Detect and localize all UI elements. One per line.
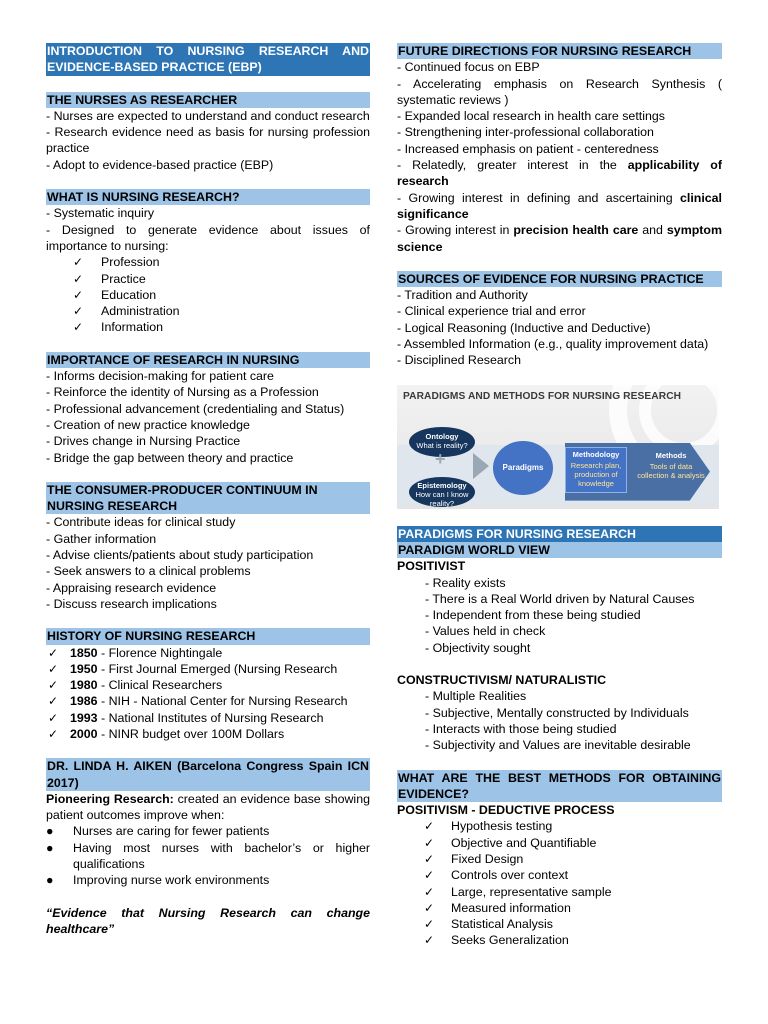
methodology-box: Methodology Research plan, production of knowledge [565,447,627,493]
importance-line: - Professional advancement (credentialing and Status) [46,401,345,416]
arrow-right-icon [473,453,489,479]
check-item: ✓ Profession [73,255,160,270]
checkmark-icon: ✓ [424,819,435,834]
future-line: - Increased emphasis on patient - centeredness [397,141,659,156]
intro-section [46,43,370,76]
importance-line: - Informs decision-making for patient care [46,369,274,384]
importance-line: - Reinforce the identity of Nursing as a Profession [46,385,319,400]
constructivism-line: - Subjectivity and Values are inevitable desirable [425,738,691,753]
check-item: ✓ Hypothesis testing [424,819,553,834]
checkmark-icon: ✓ [424,884,435,899]
checkmark-icon: ✓ [48,694,59,709]
checkmark-icon: ✓ [48,726,59,741]
methods-heading: WHAT ARE THE BEST METHODS FOR OBTAINING EVIDENCE? [398,770,721,801]
bullet-item: ● Nurses are caring for fewer patients [46,824,270,839]
what-section [46,189,370,336]
positivist-heading: POSITIVIST [397,559,466,574]
positivist-line: - Objectivity sought [425,640,531,655]
history-item: ✓ 2000 - NINR budget over 100M Dollars [48,726,285,741]
positivist-line: - Values held in check [425,624,546,639]
check-item: ✓ Education [73,287,157,302]
aiken-lead: Pioneering Research: created an evidence base showing patient outcomes improve when: [46,791,370,823]
check-item: ✓ Administration [73,304,180,319]
what-line: - Designed to generate evidence about issues of importance to nursing: [46,222,370,253]
plus-icon: + [435,448,446,469]
sources-line: - Clinical experience trial and error [397,304,586,319]
nurses-heading: THE NURSES AS RESEARCHER [46,92,370,108]
nurses-line: - Research evidence need as basis for nursing profession practice [46,125,370,156]
checkmark-icon: ✓ [424,868,435,883]
sources-line: - Tradition and Authority [397,288,528,303]
check-item: ✓ Fixed Design [424,851,524,866]
consumer-heading: THE CONSUMER-PRODUCER CONTINUUM IN NURSING RESEARCH [46,482,370,515]
checkmark-icon: ✓ [73,287,84,302]
sources-heading: SOURCES OF EVIDENCE FOR NURSING PRACTICE [397,271,722,287]
worldview-heading: PARADIGM WORLD VIEW [397,542,722,558]
consumer-section [46,482,370,612]
checkmark-icon: ✓ [424,835,435,850]
paradigms-circle: Paradigms [493,441,553,495]
constructivism-section [397,672,722,753]
future-heading: FUTURE DIRECTIONS FOR NURSING RESEARCH [397,43,722,59]
check-item: ✓ Seeks Generalization [424,933,569,948]
history-item: ✓ 1950 - First Journal Emerged (Nursing Research [48,661,338,676]
history-section [46,628,370,742]
consumer-line: - Gather information [46,531,157,546]
sources-line: - Assembled Information (e.g., quality improvement data) [397,337,709,352]
checkmark-icon: ✓ [73,320,84,335]
bullet-item: ● Improving nurse work environments [46,873,270,888]
importance-line: - Drives change in Nursing Practice [46,434,241,449]
check-item: ✓ Measured information [424,900,571,915]
positivist-line: - Reality exists [425,575,506,590]
check-item: ✓ Controls over context [424,868,569,883]
history-item: ✓ 1850 - Florence Nightingale [48,645,223,660]
nurses-line: - Nurses are expected to understand and conduct research [46,108,370,123]
consumer-line: - Contribute ideas for clinical study [46,515,236,530]
future-line: - Growing interest in defining and ascertaining clinical significance [397,190,722,221]
right-column [397,43,722,949]
sources-line: - Logical Reasoning (Inductive and Deductive) [397,320,651,335]
checkmark-icon: ✓ [424,933,435,948]
methods-box: Methods Tools of data collection & analysis [637,450,705,480]
history-heading: HISTORY OF NURSING RESEARCH [46,628,370,644]
checkmark-icon: ✓ [424,851,435,866]
future-section [397,43,722,255]
sources-line: - Disciplined Research [397,353,521,368]
closing-quote: “Evidence that Nursing Research can change healthcare” [46,905,370,936]
checkmark-icon: ✓ [73,304,84,319]
checkmark-icon: ✓ [48,661,59,676]
importance-heading: IMPORTANCE OF RESEARCH IN NURSING [46,352,370,368]
history-item: ✓ 1980 - Clinical Researchers [48,678,223,693]
importance-line: - Creation of new practice knowledge [46,417,250,432]
check-item: ✓ Practice [73,271,146,286]
consumer-line: - Discuss research implications [46,596,217,611]
paradigms-methods-figure [397,385,719,509]
check-item: ✓ Statistical Analysis [424,917,553,932]
aiken-heading: DR. LINDA H. AIKEN (Barcelona Congress Spain ICN 2017) [47,759,369,790]
positivist-line: - There is a Real World driven by Natural Causes [425,591,695,606]
importance-section [46,352,370,466]
bullet-icon: ● [46,824,54,839]
nurses-section [46,92,370,173]
bullet-item: ● Having most nurses with bachelor’s or higher qualifications [46,840,370,872]
constructivism-line: - Multiple Realities [425,689,527,704]
epistemology-oval: Epistemology How can I know reality? [409,477,475,507]
intro-heading: INTRODUCTION TO NURSING RESEARCH AND EVIDENCE-BASED PRACTICE (EBP) [47,44,369,75]
constructivism-line: - Subjective, Mentally constructed by Individuals [425,705,689,720]
constructivism-line: - Interacts with those being studied [425,721,617,736]
left-column [46,43,370,937]
future-line: - Relatedly, greater interest in the applicability of research [397,158,722,189]
history-item: ✓ 1993 - National Institutes of Nursing Research [48,710,324,725]
what-line: - Systematic inquiry [46,206,155,221]
consumer-line: - Seek answers to a clinical problems [46,564,251,579]
history-item: ✓ 1986 - NIH - National Center for Nursing Research [48,694,348,709]
future-line: - Continued focus on EBP [397,60,540,75]
checkmark-icon: ✓ [73,255,84,270]
checkmark-icon: ✓ [48,710,59,725]
check-item: ✓ Objective and Quantifiable [424,835,597,850]
importance-line: - Bridge the gap between theory and practice [46,450,294,465]
consumer-line: - Advise clients/patients about study participation [46,548,314,563]
methods-section [397,770,722,949]
nurses-line: - Adopt to evidence-based practice (EBP) [46,157,274,172]
future-line: - Growing interest in precision health care and symptom science [397,223,722,254]
paradigms-section [397,526,722,656]
future-line: - Strengthening inter-professional collaboration [397,125,654,140]
ontology-oval: Ontology What is reality? [409,427,475,457]
aiken-section [46,758,370,888]
figure-title: PARADIGMS AND METHODS FOR NURSING RESEARCH [403,390,682,402]
checkmark-icon: ✓ [48,645,59,660]
future-line: - Accelerating emphasis on Research Synthesis ( systematic reviews ) [397,76,722,107]
constructivism-heading: CONSTRUCTIVISM/ NATURALISTIC [397,673,607,688]
check-item: ✓ Large, representative sample [424,884,612,899]
bullet-icon: ● [46,840,54,855]
checkmark-icon: ✓ [424,900,435,915]
checkmark-icon: ✓ [48,678,59,693]
check-item: ✓ Information [73,320,163,335]
sources-section [397,271,722,369]
checkmark-icon: ✓ [424,917,435,932]
bullet-icon: ● [46,873,54,888]
what-heading: WHAT IS NURSING RESEARCH? [46,189,370,205]
checkmark-icon: ✓ [73,271,84,286]
positivist-line: - Independent from these being studied [425,608,641,623]
deductive-heading: POSITIVISM - DEDUCTIVE PROCESS [397,803,615,818]
consumer-line: - Appraising research evidence [46,580,217,595]
future-line: - Expanded local research in health care settings [397,109,665,124]
paradigms-heading: PARADIGMS FOR NURSING RESEARCH [397,526,722,542]
